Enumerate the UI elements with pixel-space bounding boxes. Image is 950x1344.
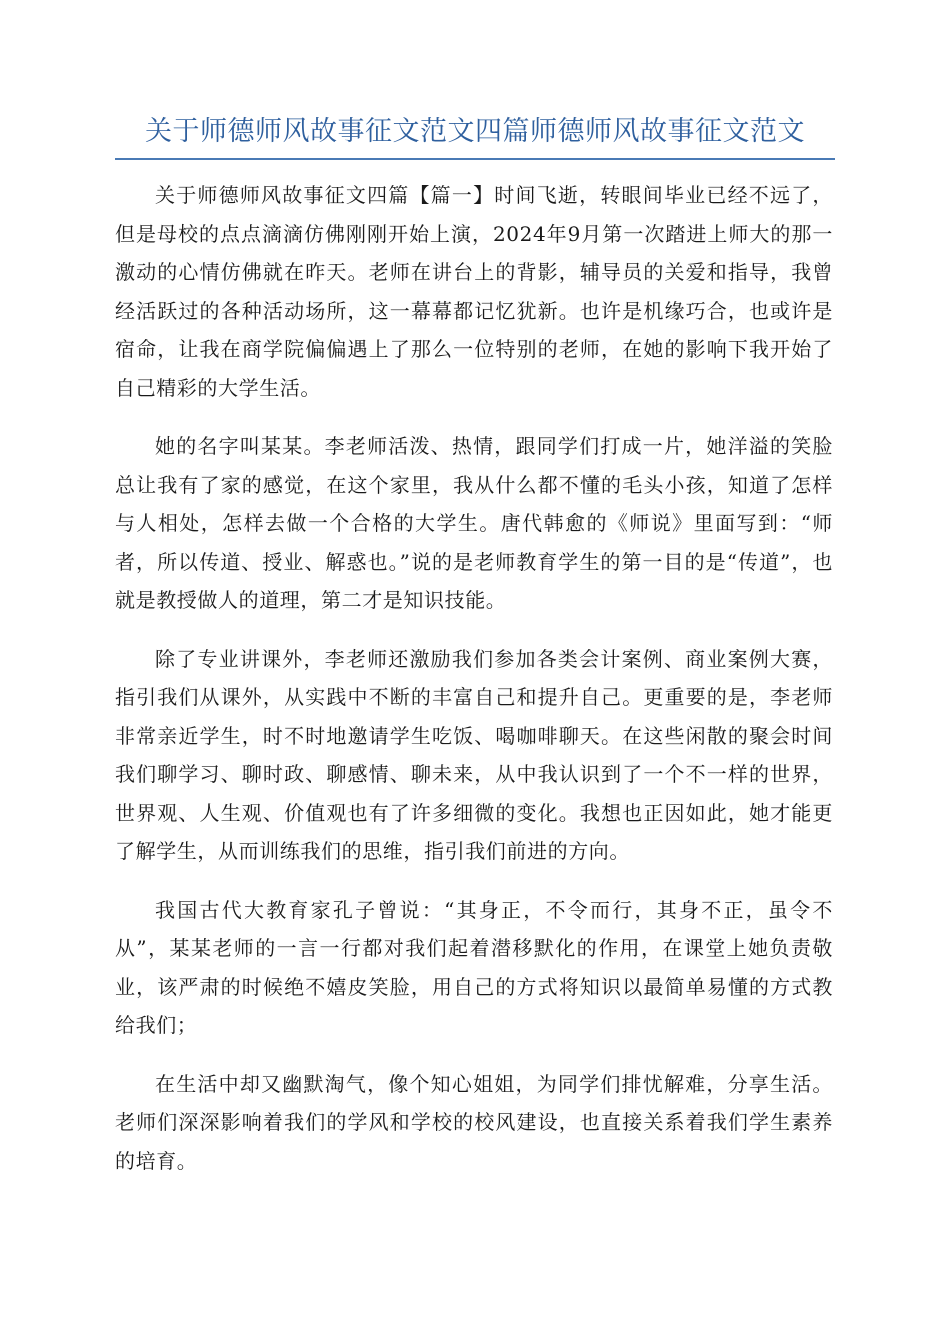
paragraph-1: 关于师德师风故事征文四篇【篇一】时间飞逝，转眼间毕业已经不远了，但是母校的点点滴滴仿佛刚刚开始上演，2024年9月第一次踏进上师大的那一激动的心情仿佛就在昨天。老师在讲台上的背影，辅导员的关爱和指导，我曾经活跃过的各种活动场所，这一幕幕都记忆犹新。也许是机缘巧合，也或许是宿命，让我在商学院偏偏遇上了那么一位特别的老师，在她的影响下我开始了自己精彩的大学生活。 bbox=[115, 183, 833, 400]
title-block bbox=[115, 112, 835, 160]
paragraph-2: 她的名字叫某某。李老师活泼、热情，跟同学们打成一片，她洋溢的笑脸总让我有了家的感觉，在这个家里，我从什么都不懂的毛头小孩，知道了怎样与人相处，怎样去做一个合格的大学生。唐代韩愈的《师说》里面写到：“师者，所以传道、授业、解惑也。”说的是老师教育学生的第一目的是“传道”，也就是教授做人的道理，第二才是知识技能。 bbox=[115, 434, 833, 612]
paragraph-5: 在生活中却又幽默淘气，像个知心姐姐，为同学们排忧解难，分享生活。老师们深深影响着我们的学风和学校的校风建设，也直接关系着我们学生素养的培育。 bbox=[115, 1071, 833, 1173]
paragraph-3: 除了专业讲课外，李老师还激励我们参加各类会计案例、商业案例大赛，指引我们从课外，从实践中不断的丰富自己和提升自己。更重要的是，李老师非常亲近学生，时不时地邀请学生吃饭、喝咖啡聊天。在这些闲散的聚会时间我们聊学习、聊时政、聊感情、聊未来，从中我认识到了一个不一样的世界，世界观、人生观、价值观也有了许多细微的变化。我想也正因如此，她才能更了解学生，从而训练我们的思维，指引我们前进的方向。 bbox=[115, 646, 833, 863]
document-title: 关于师德师风故事征文范文四篇师德师风故事征文范文 bbox=[145, 116, 805, 147]
document-body bbox=[115, 176, 833, 1200]
paragraph-4: 我国古代大教育家孔子曾说：“其身正，不令而行，其身不正，虽令不从”，某某老师的一言一行都对我们起着潜移默化的作用，在课堂上她负责敬业，该严肃的时候绝不嬉皮笑脸，用自己的方式将知识以最简单易懂的方式教给我们； bbox=[115, 897, 833, 1037]
